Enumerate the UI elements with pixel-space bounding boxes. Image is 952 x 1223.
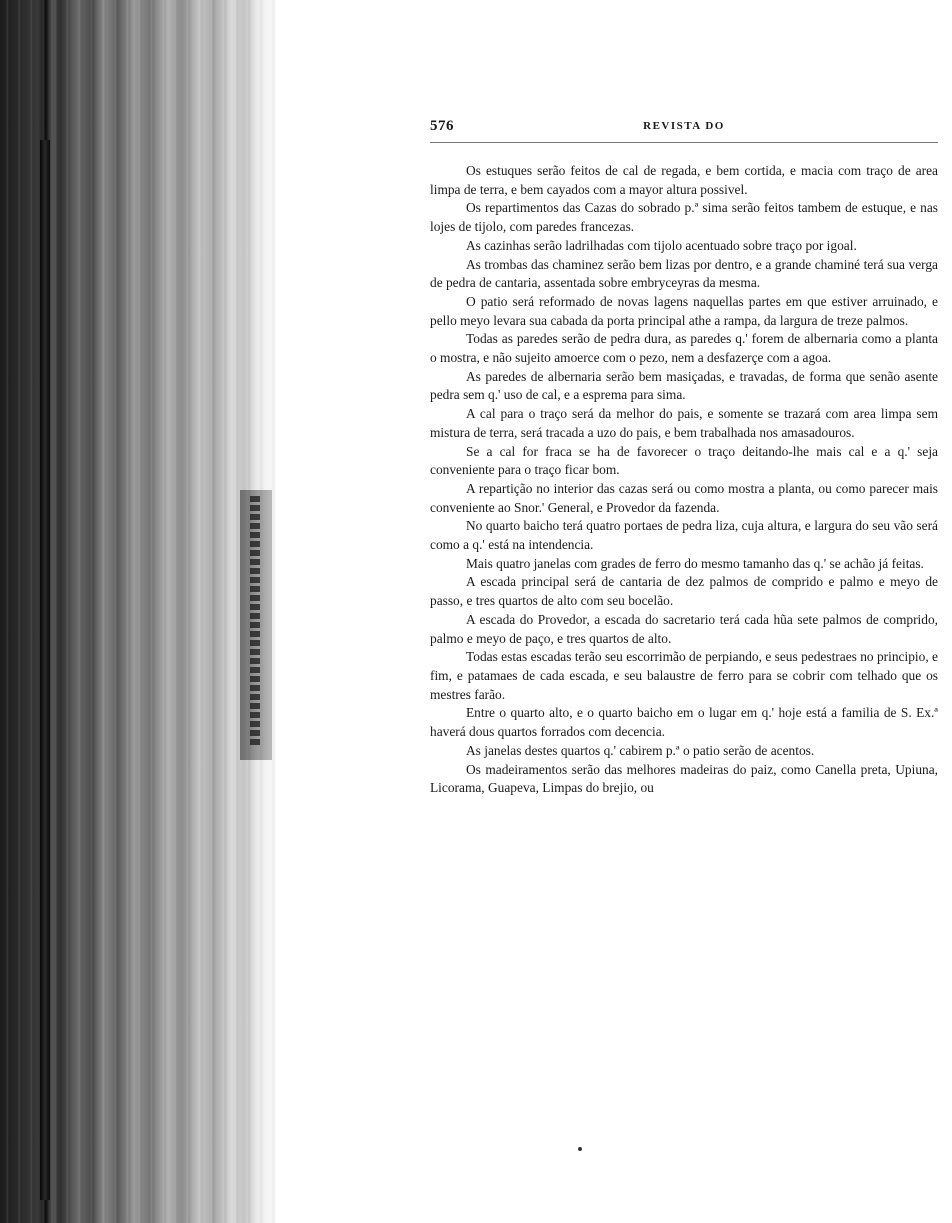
paragraph: No quarto baicho terá quatro portaes de pedra liza, cuja altura, e largura do seu vão será como a q.' está na intendencia. — [430, 518, 938, 553]
library-stamp — [240, 490, 272, 760]
page-header — [430, 118, 938, 143]
paragraph: Mais quatro janelas com grades de ferro do mesmo tamanho das q.' se achão já feitas. — [466, 555, 924, 571]
running-head: REVISTA DO — [643, 120, 725, 132]
paragraph: As trombas das chaminez serão bem lizas por dentro, e a grande chaminé terá sua verga de pedra de cantaria, assentada sobre embryceyras da mesma. — [430, 256, 938, 291]
paragraph: Os repartimentos das Cazas do sobrado p.ª sima serão feitos tambem de estuque, e nas lojes de tijolo, com paredes francezas. — [430, 200, 938, 235]
paragraph: As janelas destes quartos q.' cabirem p.ª o patio serão de acentos. — [466, 742, 815, 758]
paragraph: Todas estas escadas terão seu escorrimão de perpiando, e seus pedestraes no principio, e fim, e patamaes de cada escada, e seu balaustre de ferro para se cobrir com telhado que os mestres farão. — [430, 649, 938, 702]
paragraph: A escada principal será de cantaria de dez palmos de comprido e palmo e meyo de passo, e tres quartos de alto com seu bocelão. — [430, 574, 938, 609]
paragraph: Os madeiramentos serão das melhores madeiras do paiz, como Canella preta, Upiuna, Licorama, Guapeva, Limpas do brejio, ou — [430, 761, 938, 796]
paragraph: A repartição no interior das cazas será ou como mostra a planta, ou como parecer mais conveniente ao Snor.' General, e Provedor da fazenda. — [430, 480, 938, 515]
paragraph: O patio será reformado de novas lagens naquellas partes em que estiver arruinado, e pello meyo levara sua cabada da porta principal athe a rampa, da largura de treze palmos. — [430, 293, 938, 328]
paragraph: Todas as paredes serão de pedra dura, as paredes q.' forem de albernaria como a planta o mostra, e não sujeito amoerce com o pezo, nem a desfazerçe com a agoa. — [430, 331, 938, 366]
paragraph: As cazinhas serão ladrilhadas com tijolo acentuado sobre traço por igoal. — [466, 237, 857, 253]
paragraph: Entre o quarto alto, e o quarto baicho em o lugar em q.' hoje está a familia de S. Ex.ª haverá dous quartos forrados com decencia. — [430, 705, 938, 740]
paragraph: A escada do Provedor, a escada do sacretario terá cada hũa sete palmos de comprido, palmo e meyo de paço, e tres quartos de alto. — [430, 611, 938, 646]
paragraph: As paredes de albernaria serão bem masiçadas, e travadas, de forma que senão asente pedra sem q.' uso de cal, e a esprema para sima. — [430, 368, 938, 403]
print-speck — [578, 1147, 582, 1151]
page-body — [430, 162, 938, 798]
paragraph: Os estuques serão feitos de cal de regada, e bem cortida, e macia com traço de area limpa de terra, e bem cayados com a mayor altura possivel. — [430, 163, 938, 197]
binding-fold — [40, 140, 50, 1200]
stamp-marks — [250, 496, 260, 746]
page-number: 576 — [430, 118, 454, 134]
paragraph: Se a cal for fraca se ha de favorecer o traço deitando-lhe mais cal e a q.' seja conveniente para o traço ficar bom. — [430, 443, 938, 478]
paragraph: A cal para o traço será da melhor do pais, e somente se trazará com area limpa sem mistura de terra, será tracada a uzo do pais, e bem trabalhada nos amasadouros. — [430, 406, 938, 440]
